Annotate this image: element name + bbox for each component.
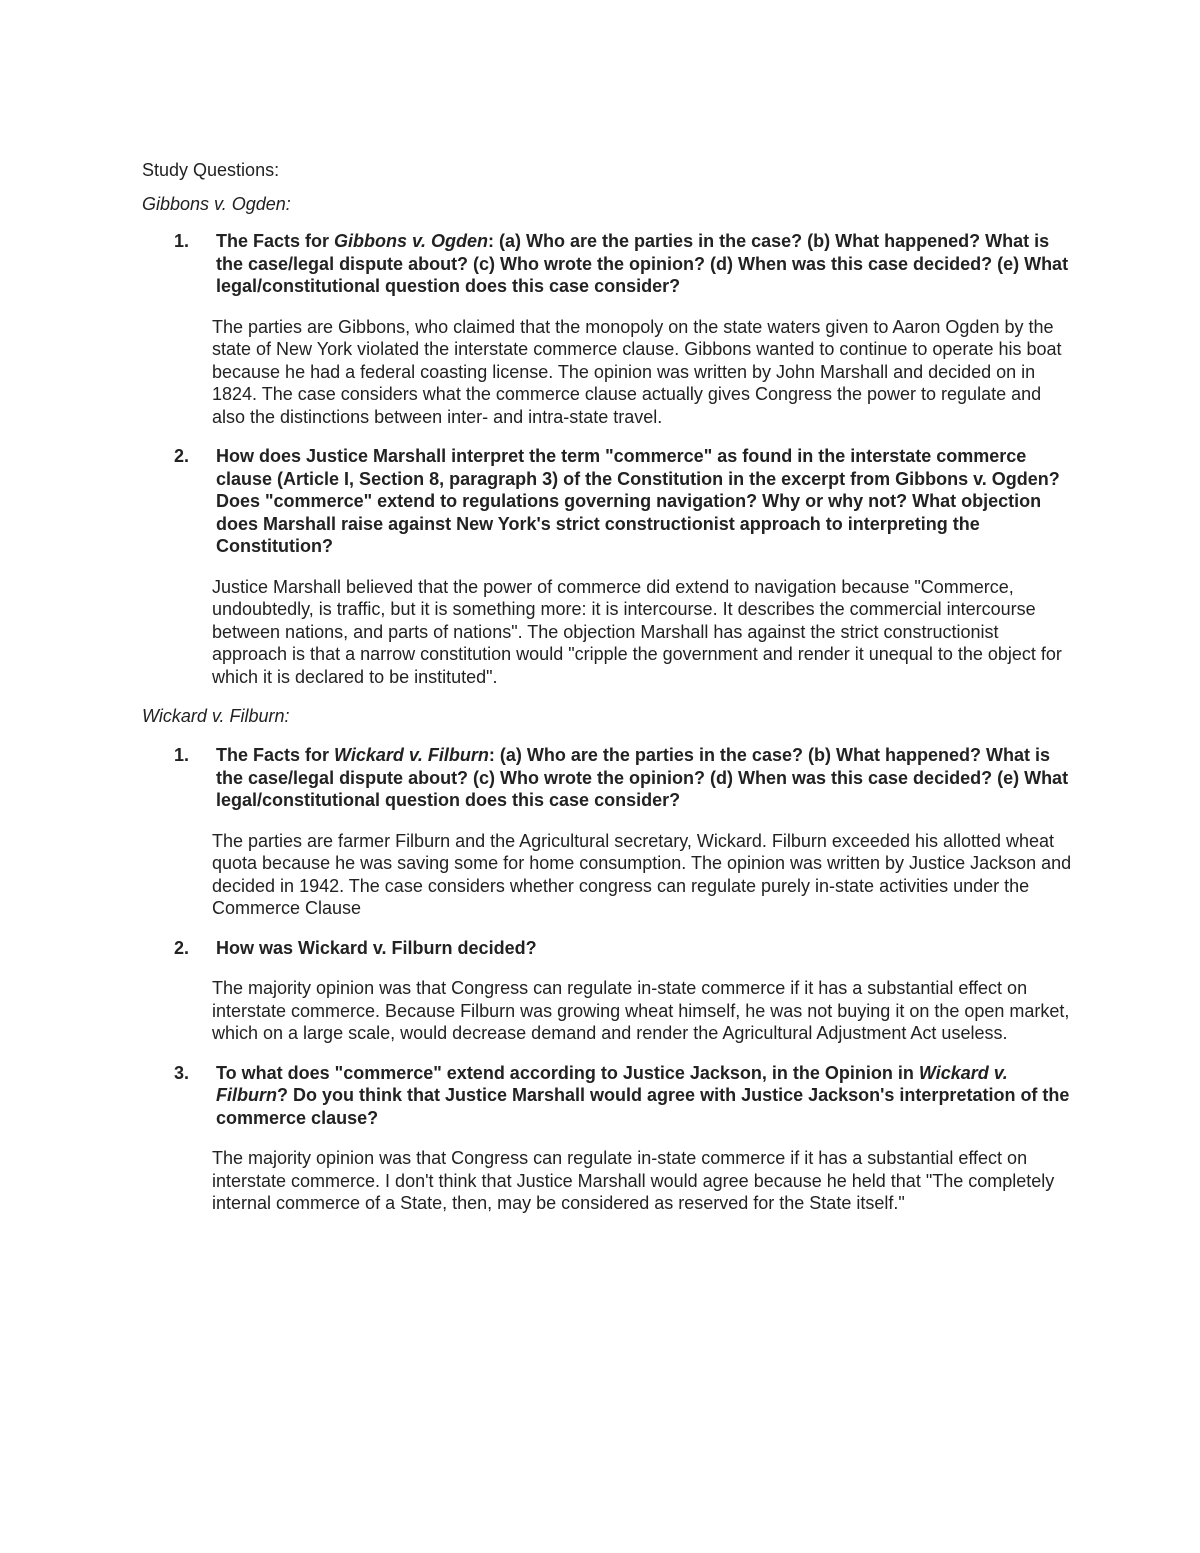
question-text-part: ? Do you think that Justice Marshall would agree with Justice Jackson's interpretation of the commerce clause? (216, 1085, 1070, 1128)
question-item (142, 1062, 1072, 1215)
question-text (212, 744, 1072, 812)
question-number: 1. (174, 745, 190, 765)
question-list-wickard (142, 744, 1072, 1215)
question-item (142, 230, 1072, 428)
answer-text: Justice Marshall believed that the power of commerce did extend to navigation because "Commerce, undoubtedly, is traffic, but it is something more: it is intercourse. It describes the commercial intercourse between nations, and parts of nations". The objection Marshall has against the strict constructionist approach is that a narrow constitution would "cripple the government and render it unequal to the object for which it is declared to be instituted". (212, 576, 1062, 687)
answer-text: The majority opinion was that Congress can regulate in-state commerce if it has a substantial effect on interstate commerce. I don't think that Justice Marshall would agree because he held that "The completely internal commerce of a State, then, may be considered as reserved for the State itself." (212, 1148, 1055, 1213)
document-heading: Study Questions: (142, 160, 280, 180)
answer-text: The majority opinion was that Congress can regulate in-state commerce if it has a substantial effect on interstate commerce. Because Filburn was growing wheat himself, he was not buying it on the open market, which on a large scale, would decrease demand and render the Agricultural Adjustment Act useless. (212, 978, 1070, 1043)
question-text (212, 1062, 1072, 1130)
question-item (142, 445, 1072, 688)
question-text: How does Justice Marshall interpret the term "commerce" as found in the interstate commerce clause (Article I, Section 8, paragraph 3) of the Constitution in the excerpt from Gibbons v. Ogden? Does "commerce" extend to regulations governing navigation? Why or why not? What objection does Marshall raise against New York's strict constructionist approach to interpreting the Constitution? (216, 446, 1060, 556)
question-text-part: : (a) Who are the parties in the case? (b) What happened? What is the case/legal dispute about? (c) Who wrote the opinion? (d) When was this case decided? (e) What legal/constitutional question does this case consider? (216, 231, 1069, 296)
question-case-name: Wickard v. Filburn (334, 745, 489, 765)
question-case-name: Wickard v. Filburn (216, 1062, 1008, 1105)
question-text-part: The Facts for (216, 745, 335, 765)
section-title-gibbons: Gibbons v. Ogden: (142, 194, 291, 214)
question-text-part: To what does "commerce" extend according to Justice Jackson, in the Opinion in (216, 1062, 919, 1083)
question-number: 2. (174, 937, 190, 958)
section-title-wickard: Wickard v. Filburn: (142, 706, 290, 726)
question-item (142, 937, 1072, 1045)
question-number: 3. (174, 1062, 190, 1083)
question-text-part: : (a) Who are the parties in the case? (b) What happened? What is the case/legal dispute about? (c) Who wrote the opinion? (d) When was this case decided? (e) What legal/constitutional question does this case consider? (216, 745, 1069, 810)
document-page (142, 158, 1072, 1215)
answer-text: The parties are Gibbons, who claimed that the monopoly on the state waters given to Aaron Ogden by the state of New York violated the interstate commerce clause. Gibbons wanted to continue to operate his boat because he had a federal coasting license. The opinion was written by John Marshall and decided on in 1824. The case considers what the commerce clause actually gives Congress the power to regulate and also the distinctions between inter- and intra-state travel. (212, 316, 1062, 427)
question-number: 1. (174, 231, 190, 251)
answer-text: The parties are farmer Filburn and the Agricultural secretary, Wickard. Filburn exceeded his allotted wheat quota because he was saving some for home consumption. The opinion was written by Justice Jackson and decided in 1942. The case considers whether congress can regulate purely in-state activities under the Commerce Clause (212, 830, 1072, 918)
question-case-name: Gibbons v. Ogden (334, 231, 489, 251)
question-text: How was Wickard v. Filburn decided? (216, 937, 537, 958)
question-number: 2. (174, 446, 190, 466)
question-text (212, 230, 1072, 298)
question-item (142, 744, 1072, 920)
question-list-gibbons (142, 230, 1072, 688)
question-text-part: The Facts for (216, 231, 335, 251)
